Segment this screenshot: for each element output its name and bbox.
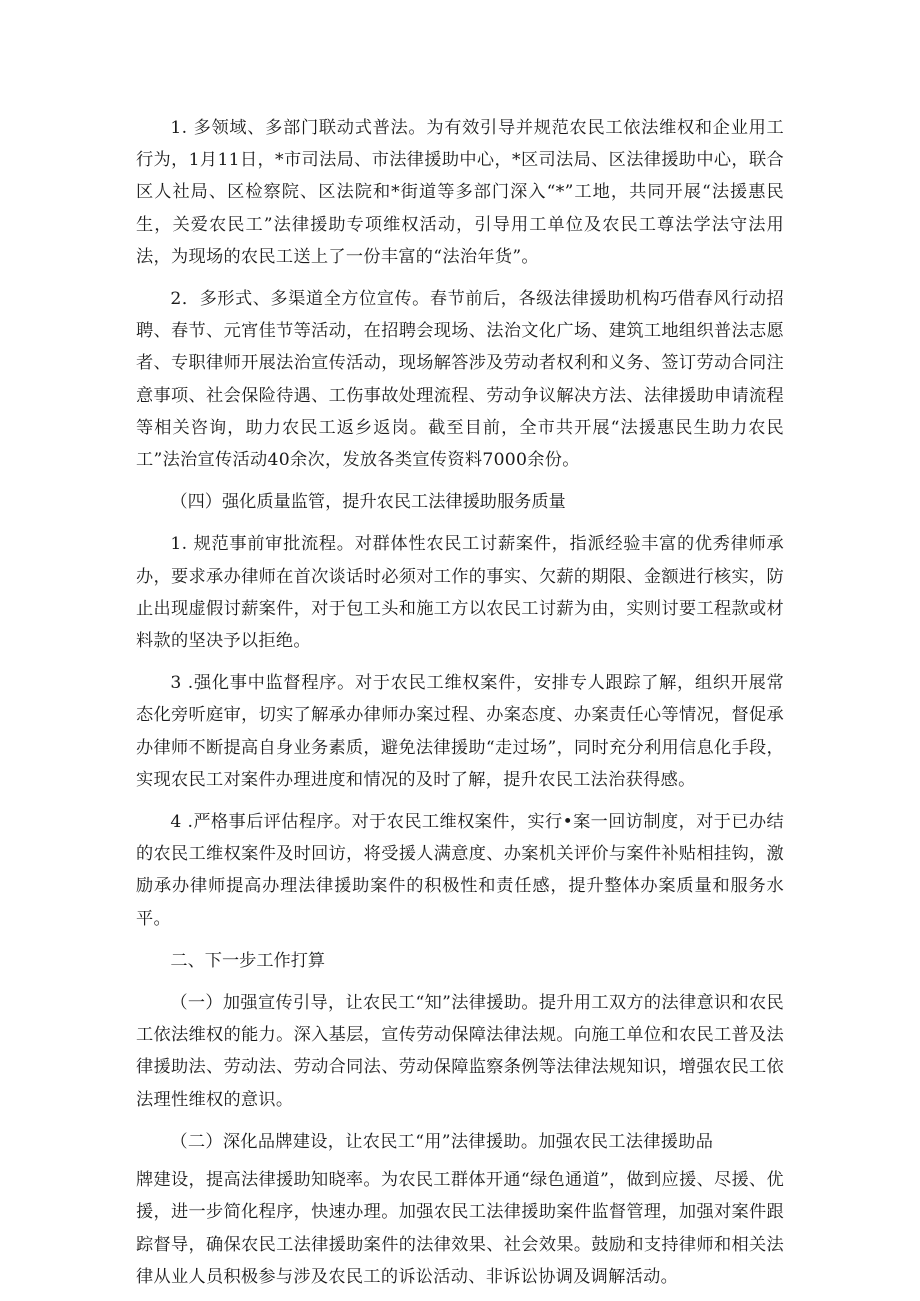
paragraph-pre-approval: 1. 规范事前审批流程。对群体性农民工讨薪案件，指派经验丰富的优秀律师承办，要求承办律师在首次谈话时必须对工作的事实、欠薪的期限、金额进行核实，防止出现虚假讨薪案件，对于包工头和施工方以农民工讨薪为由，实则讨要工程款或材料款的坚决予以拒绝。 <box>136 534 784 652</box>
paragraph-multi-channel-publicity: 2．多形式、多渠道全方位宣传。春节前后，各级法律援助机构巧借春风行动招聘、春节、元宵佳节等活动，在招聘会现场、法治文化广场、建筑工地组织普法志愿者、专职律师开展法治宣传活动，现场解答涉及劳动者权利和义务、签订劳动合同注意事项、社会保险待遇、工伤事故处理流程、劳动争议解决方法、法律援助申请流程等相关咨询，助力农民工返乡返岗。截至目前，全市共开展“法援惠民生助力农民工”法治宣传活动40余次，发放各类宣传资料7000余份。 <box>136 289 784 471</box>
paragraph-brand-building-first-line: （二）深化品牌建设，让农民工“用”法律援助。加强农民工法律援助品 <box>170 1131 714 1152</box>
paragraph-brand-building <box>136 1126 784 1293</box>
paragraph-publicity-guidance: （一）加强宣传引导，让农民工“知”法律援助。提升用工双方的法律意识和农民工依法维权的能力。深入基层，宣传劳动保障法律法规。向施工单位和农民工普及法律援助法、劳动法、劳动合同法、劳动保障监察条例等法律法规知识，增强农民工依法理性维权的意识。 <box>136 993 784 1110</box>
section-heading-next-steps: 二、下一步工作打算 <box>170 950 326 971</box>
paragraph-post-evaluation: 4 .严格事后评估程序。对于农民工维权案件，实行•案一回访制度，对于已办结的农民工维权案件及时回访，将受援人满意度、办案机关评价与案件补贴相挂钩，激励承办律师提高办理法律援助案件的积极性和责任感，提升整体办案质量和服务水平。 <box>136 812 784 929</box>
paragraph-brand-building-rest: 牌建设，提高法律援助知晓率。为农民工群体开通“绿色通道”，做到应援、尽援、优援，进一步简化程序，快速办理。加强农民工法律援助案件监督管理，加强对案件跟踪督导，确保农民工法律援助案件的法律效果、社会效果。鼓励和支持律师和相关法律从业人员积极参与涉及农民工的诉讼活动、非诉讼协调及调解活动。 <box>136 1170 784 1287</box>
document-body <box>136 112 784 1293</box>
paragraph-multi-department-education: 1. 多领域、多部门联动式普法。为有效引导并规范农民工依法维权和企业用工行为，1月11日，*市司法局、市法律援助中心，*区司法局、区法律援助中心，联合区人社局、区检察院、区法院和*街道等多部门深入“*”工地，共同开展“法援惠民生，关爱农民工”法律援助专项维权活动，引导用工单位及农民工尊法学法守法用法，为现场的农民工送上了一份丰富的“法治年货”。 <box>136 118 784 267</box>
section-heading-quality-supervision: （四）强化质量监管，提升农民工法律援助服务质量 <box>170 492 566 513</box>
paragraph-in-process-supervision: 3 .强化事中监督程序。对于农民工维权案件，安排专人跟踪了解，组织开展常态化旁听庭审，切实了解承办律师办案过程、办案态度、办案责任心等情况，督促承办律师不断提高自身业务素质，避免法律援助“走过场”，同时充分利用信息化手段，实现农民工对案件办理进度和情况的及时了解，提升农民工法治获得感。 <box>136 673 784 790</box>
